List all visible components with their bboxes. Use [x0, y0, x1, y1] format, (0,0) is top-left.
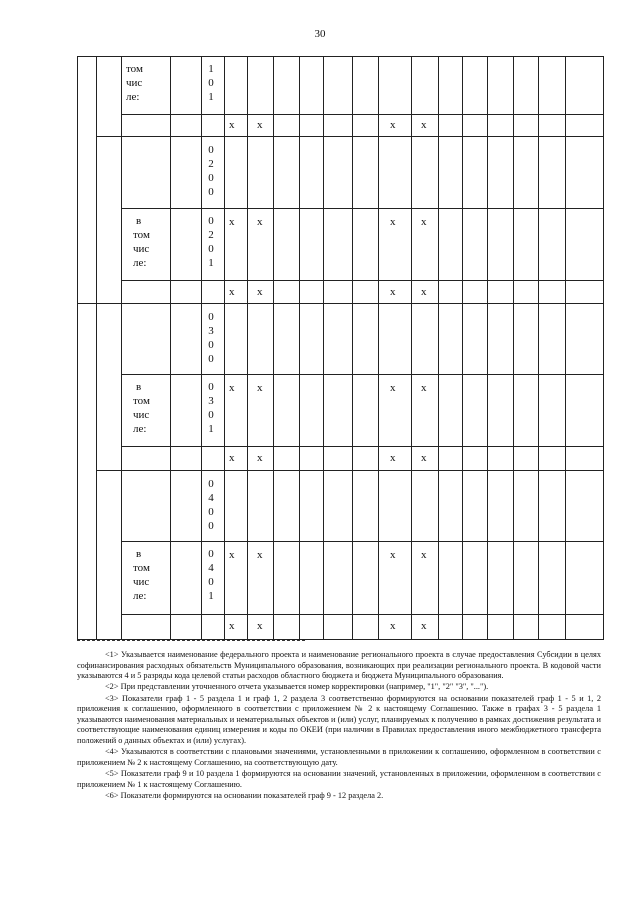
- table-row-line: [121, 114, 603, 115]
- footnote-6: <6> Показатели формируются на основании показателей граф 9 - 12 раздела 2.: [105, 790, 384, 800]
- row-code: 1 0 1: [208, 63, 214, 103]
- x-mark: x: [390, 286, 396, 298]
- x-mark: x: [229, 286, 235, 298]
- row-label: в том чис ле:: [133, 548, 150, 602]
- table-row-line: [96, 470, 603, 471]
- row-code: 0 4 0 1: [208, 548, 214, 602]
- x-mark: x: [421, 620, 427, 632]
- footnote-1: <1> Указывается наименование федерального проекта и наименование регионального проекта в случае предоставления Субсидии в целях софинансирования расходных обязательств Муниципального образования, возникающих при реализации регионального проекта. В кодовой части указываются 4 и 5 разряды кода целевой статьи расходов областного бюджета и бюджета Муниципального образования.: [77, 650, 601, 681]
- table-column-line: [273, 56, 274, 640]
- footnote-5: <5> Показатели граф 9 и 10 раздела 1 формируются на основании значений, установленных в приложении, оформленном в соответствии с приложением № 1 к настоящему Соглашению.: [77, 768, 601, 789]
- table-row-line: [77, 303, 604, 304]
- table-border: [77, 56, 78, 640]
- x-mark: x: [257, 286, 263, 298]
- x-mark: x: [390, 549, 396, 561]
- table-column-line: [411, 56, 412, 640]
- row-label: в том чис ле:: [133, 215, 150, 269]
- table-column-line: [323, 56, 324, 640]
- table-column-line: [224, 56, 225, 640]
- x-mark: x: [257, 549, 263, 561]
- table-column-line: [378, 56, 379, 640]
- footnote-2: <2> При представлении уточненного отчета указывается номер корректировки (например, "1", "2" "3", "...").: [105, 682, 489, 692]
- table-column-line: [462, 56, 463, 640]
- row-code: 0 2 0 0: [208, 144, 214, 198]
- row-code: 0 2 0 1: [208, 215, 214, 269]
- table-border: [603, 56, 604, 640]
- footnotes: [77, 650, 601, 802]
- table-column-line: [299, 56, 300, 640]
- x-mark: x: [390, 119, 396, 131]
- table-row-line: [121, 446, 603, 447]
- row-code: 0 3 0 1: [208, 381, 214, 435]
- x-mark: x: [257, 119, 263, 131]
- table-column-line: [201, 56, 202, 640]
- table-column-line: [121, 56, 122, 640]
- table-column-line: [487, 56, 488, 640]
- x-mark: x: [257, 216, 263, 228]
- row-label: том чис ле:: [126, 63, 143, 103]
- page-number: 30: [314, 28, 326, 40]
- x-mark: x: [229, 549, 235, 561]
- table-row-line: [121, 280, 603, 281]
- table-column-line: [513, 56, 514, 640]
- table-row-line: [96, 136, 603, 137]
- x-mark: x: [421, 452, 427, 464]
- table-column-line: [538, 56, 539, 640]
- table-row-line: [77, 56, 604, 57]
- x-mark: x: [421, 382, 427, 394]
- footnote-4: <4> Указываются в соответствии с плановыми значениями, установленными в приложении к соглашению, оформленном в соответствии с приложением № 2 к настоящему Соглашению, на соответствующую дату.: [77, 747, 601, 767]
- x-mark: x: [390, 216, 396, 228]
- table-row-line: [121, 541, 603, 542]
- table-row-line: [121, 614, 603, 615]
- x-mark: x: [421, 216, 427, 228]
- table-column-line: [565, 56, 566, 640]
- table-row-line: [121, 374, 603, 375]
- table-column-line: [438, 56, 439, 640]
- table-column-line: [247, 56, 248, 640]
- table-row-line: [121, 208, 603, 209]
- table-column-line: [352, 56, 353, 640]
- x-mark: x: [421, 119, 427, 131]
- row-code: 0 4 0 0: [208, 478, 214, 532]
- footnote-separator: [77, 640, 305, 641]
- x-mark: x: [257, 620, 263, 632]
- x-mark: x: [421, 549, 427, 561]
- table-column-line: [96, 56, 97, 640]
- x-mark: x: [390, 452, 396, 464]
- footnote-3: <3> Показатели граф 1 - 5 раздела 1 и граф 1, 2 раздела 3 соответственно формируются на основании показателей граф 1 - 5 и 1, 2 приложения к соглашению, оформленного в соответствии с приложением № 2 к настоящему Соглашению. Также в графах 3 - 5 раздела 1 указываются наименования материальных и нематериальных объектов и (или) услуг, планируемых к получению в рамках достижения результата и соответствующие наименования единиц измерения и коды по ОКЕИ (при наличии в Правилах предоставления иного межбюджетного трансферта положений о данных объектах и (или) услугах).: [77, 693, 601, 745]
- x-mark: x: [229, 620, 235, 632]
- x-mark: x: [229, 119, 235, 131]
- table-column-line: [170, 56, 171, 640]
- x-mark: x: [229, 216, 235, 228]
- x-mark: x: [421, 286, 427, 298]
- row-code: 0 3 0 0: [208, 311, 214, 365]
- row-label: в том чис ле:: [133, 381, 150, 435]
- x-mark: x: [257, 452, 263, 464]
- x-mark: x: [257, 382, 263, 394]
- x-mark: x: [229, 382, 235, 394]
- x-mark: x: [390, 620, 396, 632]
- x-mark: x: [390, 382, 396, 394]
- x-mark: x: [229, 452, 235, 464]
